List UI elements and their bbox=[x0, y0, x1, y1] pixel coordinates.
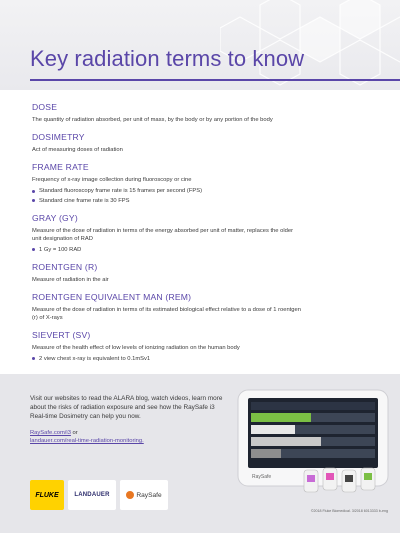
term-bullet bbox=[32, 246, 302, 254]
or-text: or bbox=[72, 430, 78, 436]
page-title: Key radiation terms to know bbox=[30, 46, 305, 71]
term-block bbox=[32, 102, 302, 124]
term-heading: DOSE bbox=[32, 102, 58, 112]
bullet-icon bbox=[32, 199, 35, 202]
landauer-link[interactable]: landauer.com/real-time-radiation-monitoring. bbox=[30, 438, 144, 444]
header-divider bbox=[30, 79, 400, 81]
term-block bbox=[32, 213, 302, 254]
raysafe-logo bbox=[120, 480, 168, 510]
term-block bbox=[32, 330, 302, 363]
hexagon-pattern-decoration bbox=[220, 0, 400, 90]
partner-logos bbox=[30, 480, 168, 510]
term-definition: The quantity of radiation absorbed, per unit of mass, by the body or by any portion of the body bbox=[32, 117, 273, 123]
bullet-icon bbox=[32, 248, 35, 251]
term-definition: Measure of radiation in the air bbox=[32, 276, 109, 283]
term-bullet-text: Standard cine frame rate is 30 FPS bbox=[39, 197, 130, 204]
term-bullet bbox=[32, 197, 302, 205]
header bbox=[0, 0, 400, 90]
bullet-icon bbox=[32, 357, 35, 360]
term-definition: Frequency of x-ray image collection during fluoroscopy or cine bbox=[32, 177, 192, 183]
raysafe-link[interactable]: RaySafe.com/i3 bbox=[30, 430, 71, 436]
footer bbox=[0, 374, 400, 533]
term-block bbox=[32, 262, 302, 284]
term-bullet-list bbox=[32, 355, 302, 363]
raysafe-mark-icon bbox=[126, 491, 134, 499]
term-block bbox=[32, 132, 302, 154]
term-block bbox=[32, 162, 302, 205]
fluke-logo: FLUKE bbox=[30, 480, 64, 510]
term-bullet-list bbox=[32, 187, 302, 205]
bullet-icon bbox=[32, 190, 35, 193]
raysafe-display-device-image bbox=[226, 388, 396, 508]
term-definition: Measure of the health effect of low levels of ionizing radiation on the human body bbox=[32, 344, 240, 351]
cta-text: Visit our websites to read the ALARA blog, watch videos, learn more about the risks of radiation exposure and see how the RaySafe i3 Real-time Dosimetry can help you now. bbox=[30, 395, 223, 420]
term-bullet-text: 1 Gy = 100 RAD bbox=[39, 246, 82, 253]
term-bullet bbox=[32, 187, 302, 195]
term-bullet bbox=[32, 355, 302, 363]
term-heading: FRAME RATE bbox=[32, 162, 89, 172]
term-bullet-text: Standard fluoroscopy frame rate is 15 frames per second (FPS) bbox=[39, 188, 203, 194]
landauer-logo: LANDAUER bbox=[68, 480, 116, 510]
term-heading: ROENTGEN EQUIVALENT MAN (REM) bbox=[32, 291, 192, 302]
term-definition: Act of measuring doses of radiation bbox=[32, 147, 123, 153]
term-bullet-list bbox=[32, 246, 302, 254]
call-to-action bbox=[30, 394, 230, 445]
term-definition: Measure of the dose of radiation in terms of the energy absorbed per unit of matter, replaces the older unit designation of RAD bbox=[32, 227, 294, 242]
term-definition: Measure of the dose of radiation in terms of its estimated biological effect relative to a dose of 1 roentgen (r) of X-rays bbox=[32, 306, 301, 321]
term-heading: SIEVERT (SV) bbox=[32, 329, 91, 340]
term-heading: DOSIMETRY bbox=[32, 132, 85, 142]
term-bullet-text: 2 view chest x-ray is equivalent to 0.1mSv1 bbox=[39, 355, 151, 362]
raysafe-logo-text: RaySafe bbox=[136, 491, 162, 499]
term-heading: ROENTGEN (R) bbox=[32, 261, 98, 272]
cta-links bbox=[30, 429, 230, 445]
device-brand-label: RaySafe bbox=[252, 474, 272, 480]
copyright-text: ©2018 Fluke Biomedical. 3/2018 6013333 b-eng bbox=[310, 509, 388, 513]
term-heading: GRAY (GY) bbox=[32, 212, 78, 223]
term-block bbox=[32, 292, 302, 322]
terms-list bbox=[32, 102, 302, 371]
